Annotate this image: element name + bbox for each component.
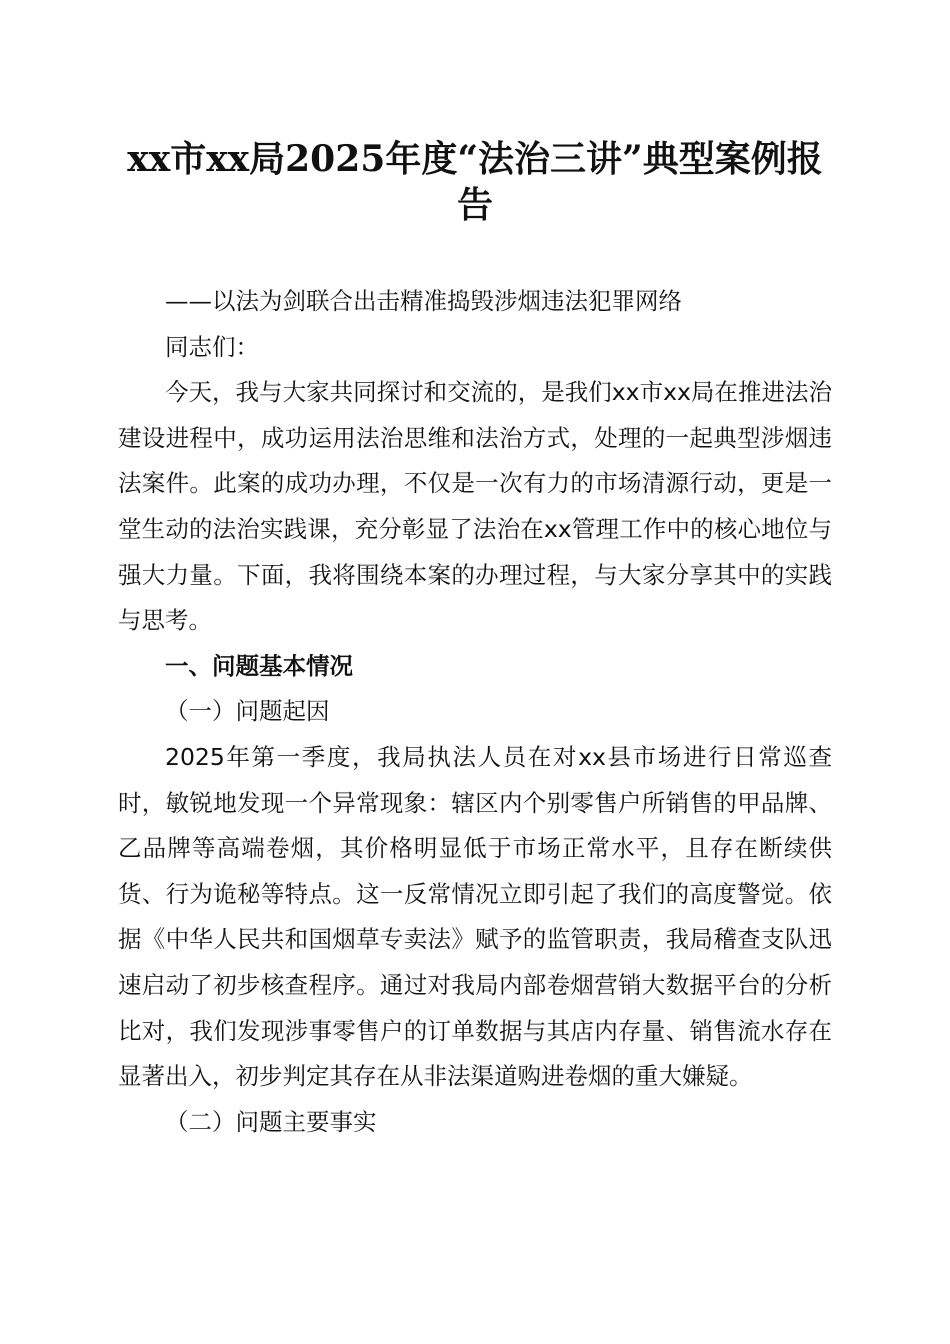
intro-paragraph: 今天，我与大家共同探讨和交流的，是我们xx市xx局在推进法治建设进程中，成功运用法治思维和法治方式，处理的一起典型涉烟违法案件。此案的成功办理，不仅是一次有力的市场清源行动，更是一堂生动的法治实践课，充分彰显了法治在xx管理工作中的核心地位与强大力量。下面，我将围绕本案的办理过程，与大家分享其中的实践与思考。 — [118, 378, 832, 635]
subsection-heading-cause: （一）问题起因 — [165, 697, 330, 726]
subsection-heading-main-facts: （二）问题主要事实 — [165, 1107, 377, 1136]
salutation: 同志们： — [165, 332, 259, 361]
document-title: xx市xx局2025年度“法治三讲”典型案例报告 — [127, 138, 823, 226]
document-body — [118, 279, 832, 1145]
cause-paragraph: 2025年第一季度，我局执法人员在对xx县市场进行日常巡查时，敏锐地发现一个异常现象：辖区内个别零售户所销售的甲品牌、乙品牌等高端卷烟，其价格明显低于市场正常水平，且存在断续供货、行为诡秘等特点。这一反常情况立即引起了我们的高度警觉。依据《中华人民共和国烟草专卖法》赋予的监管职责，我局稽查支队迅速启动了初步核查程序。通过对我局内部卷烟营销大数据平台的分析比对，我们发现涉事零售户的订单数据与其店内存量、销售流水存在显著出入，初步判定其存在从非法渠道购进卷烟的重大嫌疑。 — [118, 742, 832, 1091]
document-subtitle: ——以法为剑联合出击精准捣毁涉烟违法犯罪网络 — [165, 287, 682, 315]
section-heading-basic-situation: 一、问题基本情况 — [165, 651, 353, 680]
